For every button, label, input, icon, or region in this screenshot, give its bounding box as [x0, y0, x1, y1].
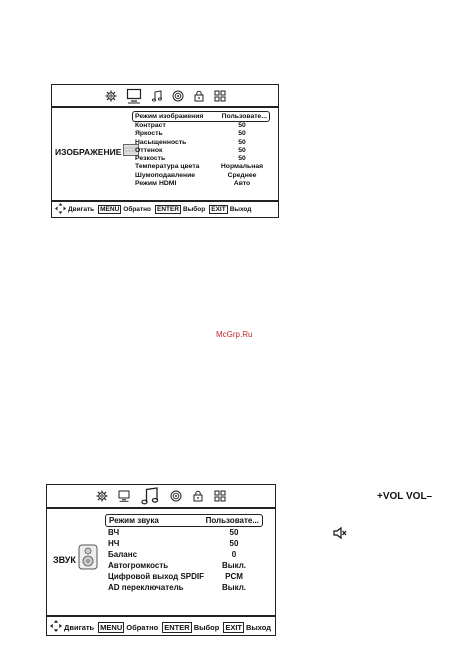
menu-row-saturation[interactable] [132, 139, 270, 147]
music-icon[interactable] [140, 486, 160, 506]
key-menu[interactable]: MENU [100, 206, 120, 213]
tv-icon[interactable] [126, 88, 142, 104]
divider [52, 106, 278, 108]
gear-icon[interactable] [96, 490, 108, 502]
category-label: ИЗОБРАЖЕНИЕ [55, 147, 122, 157]
grid-icon[interactable] [214, 490, 226, 502]
menu-row-brightness[interactable] [132, 130, 270, 138]
menu-row-treble[interactable] [105, 527, 263, 538]
move-arrows-icon [55, 203, 66, 216]
lock-icon[interactable] [193, 90, 205, 102]
row-label: Баланс [108, 550, 138, 559]
menu-row-color-temperature[interactable] [132, 163, 270, 171]
footer-hints [55, 203, 275, 216]
category-label: ЗВУК [53, 554, 76, 565]
row-value: Выкл. [221, 561, 246, 570]
category-picture [55, 143, 139, 161]
sound-menu-panel [46, 484, 276, 636]
row-label: Насыщенность [135, 138, 187, 146]
key-enter[interactable]: ENTER [164, 622, 190, 632]
key-exit[interactable]: EXIT [225, 622, 242, 632]
hint-select: Выбор [193, 622, 220, 632]
category-sound [53, 544, 98, 575]
row-value: Среднее [227, 171, 257, 179]
circle-icon[interactable] [172, 90, 184, 102]
row-label: Контраст [135, 122, 166, 129]
volume-buttons-label: +VOL VOL– [377, 491, 433, 502]
row-value: Авто [233, 180, 251, 188]
menu-icon-bar [47, 485, 275, 507]
row-label: Режим звука [109, 516, 159, 525]
footer-hints [50, 620, 272, 634]
menu-row-auto-volume[interactable] [105, 560, 263, 571]
row-label: Режим изображения [135, 113, 204, 120]
row-label: Режим HDMI [135, 180, 177, 188]
menu-row-contrast[interactable] [132, 122, 270, 130]
row-value: 50 [238, 122, 246, 129]
row-value: 50 [229, 528, 239, 537]
row-value: PCM [225, 572, 243, 581]
menu-icon-bar [52, 85, 278, 106]
row-label: Температура цвета [135, 163, 200, 171]
divider [52, 200, 278, 202]
menu-row-balance[interactable] [105, 549, 263, 560]
row-label: AD переключатель [108, 583, 184, 592]
row-label: Автогромкость [108, 561, 169, 570]
tv-icon[interactable] [118, 490, 130, 502]
menu-row-spdif-output[interactable] [105, 571, 263, 582]
menu-row-picture-mode[interactable] [132, 111, 270, 122]
mute-icon [333, 526, 347, 540]
key-exit[interactable]: EXIT [211, 206, 226, 213]
row-value: 50 [229, 539, 239, 548]
picture-menu-panel [51, 84, 279, 218]
hint-move: Двигать [68, 206, 95, 213]
row-value: 50 [238, 146, 246, 154]
divider [47, 615, 275, 617]
picture-settings-list [132, 111, 270, 188]
hint-move: Двигать [64, 622, 95, 632]
row-value: 50 [238, 155, 246, 163]
menu-row-hue[interactable] [132, 147, 270, 155]
row-value: 50 [238, 130, 246, 138]
row-label: НЧ [108, 539, 120, 548]
lock-icon[interactable] [192, 490, 204, 502]
divider [47, 507, 275, 509]
menu-row-hdmi-mode[interactable] [132, 180, 270, 188]
row-value: Пользовате... [205, 516, 259, 525]
row-value: 50 [238, 138, 246, 146]
row-value: 0 [231, 550, 237, 559]
menu-row-sharpness[interactable] [132, 155, 270, 163]
row-value: Пользовате... [221, 113, 267, 120]
key-enter[interactable]: ENTER [157, 206, 180, 213]
row-label: Резкость [135, 155, 166, 163]
menu-row-noise-reduction[interactable] [132, 172, 270, 180]
menu-row-bass[interactable] [105, 538, 263, 549]
hint-select: Выбор [183, 206, 206, 213]
row-label: Оттенок [135, 146, 163, 154]
speaker-icon [78, 544, 98, 575]
hint-exit: Выход [245, 622, 272, 632]
move-arrows-icon [50, 620, 62, 634]
row-value: Выкл. [221, 583, 246, 592]
row-label: Шумоподавление [135, 171, 196, 179]
watermark: McGrp.Ru [216, 330, 253, 339]
sound-settings-list [105, 514, 263, 593]
row-label: ВЧ [108, 528, 120, 537]
hint-exit: Выход [229, 206, 252, 213]
grid-icon[interactable] [214, 90, 226, 102]
hint-back: Обратно [123, 206, 152, 213]
hint-back: Обратно [126, 622, 159, 632]
gear-icon[interactable] [105, 90, 117, 102]
key-menu[interactable]: MENU [100, 622, 123, 632]
menu-row-ad-switch[interactable] [105, 582, 263, 593]
menu-row-sound-mode[interactable] [105, 514, 263, 527]
row-label: Цифровой выход SPDIF [108, 572, 205, 581]
music-icon[interactable] [151, 90, 163, 102]
circle-icon[interactable] [170, 490, 182, 502]
row-label: Яркость [135, 130, 163, 138]
row-value: Нормальная [220, 163, 264, 171]
